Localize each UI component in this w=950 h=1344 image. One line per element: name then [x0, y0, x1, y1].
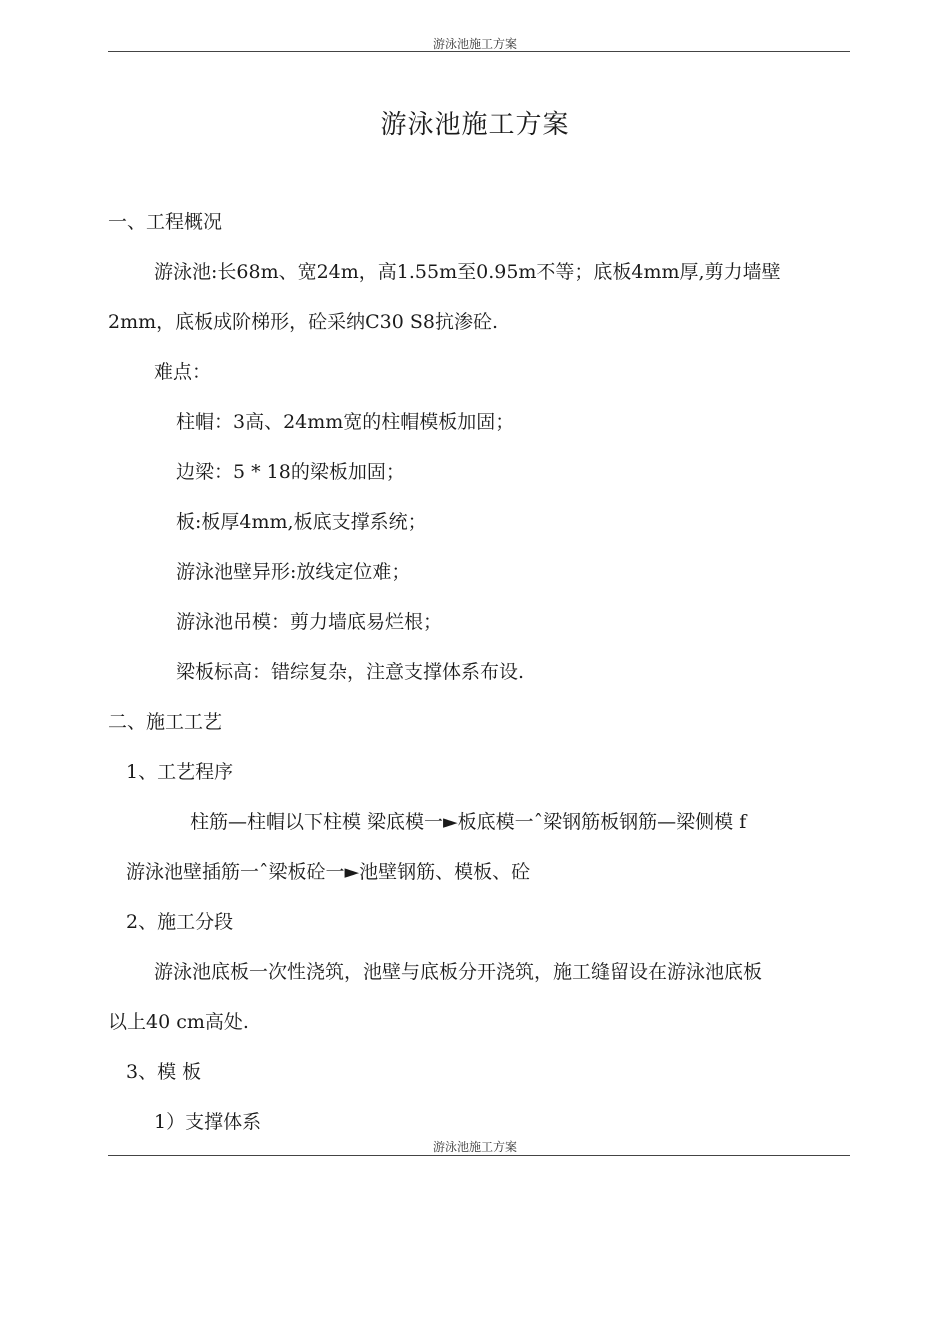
paragraph-line: 游泳池:长68m、宽24m，高1.55m至0.95m不等；底板4mm厚,剪力墙壁	[154, 261, 781, 283]
paragraph-line: 以上40 cm高处.	[108, 1011, 249, 1033]
list-item: 柱帽：3高、24mm宽的柱帽模板加固；	[176, 411, 515, 433]
document-title: 游泳池施工方案	[380, 110, 570, 140]
section-heading: 二、施工工艺	[108, 711, 223, 733]
header-rule	[108, 51, 850, 52]
paragraph-line: 2mm，底板成阶梯形，砼采纳C30 S8抗渗砼.	[108, 311, 499, 333]
paragraph-line: 游泳池底板一次性浇筑，池壁与底板分开浇筑，施工缝留设在游泳池底板	[154, 961, 763, 983]
list-item: 板:板厚4mm,板底支撑系统；	[176, 511, 427, 533]
list-item: 游泳池壁异形:放线定位难；	[176, 561, 411, 583]
subheading: 难点：	[154, 361, 212, 383]
subsection-heading: 1、工艺程序	[126, 761, 234, 783]
header-text: 游泳池施工方案	[432, 37, 517, 51]
subsection-heading: 1）支撑体系	[154, 1111, 262, 1133]
footer-text: 游泳池施工方案	[432, 1140, 517, 1154]
list-item: 梁板标高：错综复杂，注意支撑体系布设.	[176, 661, 525, 683]
subsection-heading: 3、模 板	[126, 1061, 202, 1083]
section-heading: 一、工程概况	[108, 211, 223, 233]
list-item: 边梁：5 * 18的梁板加固；	[176, 461, 405, 483]
footer-rule	[108, 1155, 850, 1156]
paragraph-line: 柱筋—柱帽以下柱模 梁底模一►板底模一ˆ梁钢筋板钢筋—梁侧模 f	[190, 811, 747, 833]
subsection-heading: 2、施工分段	[126, 911, 234, 933]
paragraph-line: 游泳池壁插筋一ˆ梁板砼一►池壁钢筋、模板、砼	[126, 861, 531, 883]
list-item: 游泳池吊模：剪力墙底易烂根；	[176, 611, 443, 633]
